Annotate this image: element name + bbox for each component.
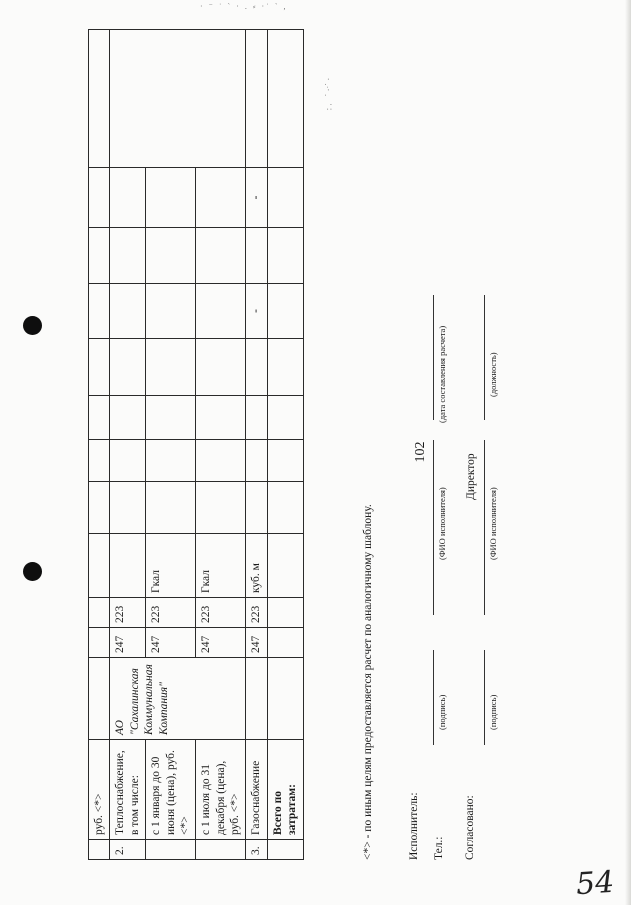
row-name: руб. <*>: [89, 740, 110, 840]
row-code-2: 223: [196, 598, 246, 628]
row-name: с 1 января до 30 июня (цена), руб. <*>: [146, 740, 196, 840]
row-supplier: АО "Сахалинская Коммунальная Компания": [110, 658, 246, 740]
table-row: [110, 30, 146, 860]
executor-label: Исполнитель:: [408, 792, 420, 860]
position-value: Директор: [465, 453, 477, 500]
row-num: 3.: [246, 840, 267, 860]
agreed-signature-line: [484, 650, 485, 745]
row-code-1: 247: [146, 628, 196, 658]
footnote: <*> - по иным целям предоставляется расчет по аналогичному шаблону.: [362, 504, 374, 860]
expense-table: [88, 29, 304, 860]
position-line: [484, 295, 485, 420]
table-row: [267, 30, 303, 860]
gas-dash-2: -: [246, 168, 267, 228]
row-code-2: 223: [110, 598, 146, 628]
row-code-1: 247: [196, 628, 246, 658]
caption-agreed-name: (ФИО исполнителя): [488, 487, 498, 560]
executor-name-line: [433, 440, 434, 615]
row-unit: куб. м: [246, 534, 267, 598]
row-name: с 1 июля до 31 декабря (цена), руб. <*>: [196, 740, 246, 840]
row-name: Газоснабжение: [246, 740, 267, 840]
row-code-2: 223: [146, 598, 196, 628]
caption-position: (должность): [488, 352, 498, 397]
caption-signature: (подпись): [437, 694, 447, 730]
row-name: Теплоснабжение, в том числе:: [110, 740, 146, 840]
row-unit: Гкал: [146, 534, 196, 598]
row-code-2: 223: [246, 598, 267, 628]
signature-line: [433, 650, 434, 745]
caption-agreed-signature: (подпись): [488, 694, 498, 730]
table-row: [246, 30, 267, 860]
page-number: 102: [413, 441, 428, 463]
scan-marks: : . ˙ ·ˑ˙ ·: [323, 77, 334, 111]
row-num: 2.: [110, 840, 146, 860]
row-unit: Гкал: [196, 534, 246, 598]
row-code-1: 247: [246, 628, 267, 658]
agreed-label: Согласовано:: [464, 795, 476, 860]
handwritten-sheet-number: 54: [574, 864, 616, 903]
caption-executor-name: (ФИО исполнителя): [437, 487, 447, 560]
scan-noise: · ⁻ ˙ ` · . ⸗ ·˙ ` ,: [200, 2, 288, 11]
row-code-1: 247: [110, 628, 146, 658]
row-name: Всего по затратам:: [267, 740, 303, 840]
date-line: [433, 295, 434, 420]
agreed-name-line: [484, 440, 485, 615]
row-unit: [110, 534, 146, 598]
caption-date: (дата составления расчета): [437, 325, 447, 423]
row-num: [89, 840, 110, 860]
table-row: [89, 30, 110, 860]
phone-label: Тел.:: [433, 836, 445, 860]
gas-dash-1: -: [246, 284, 267, 339]
